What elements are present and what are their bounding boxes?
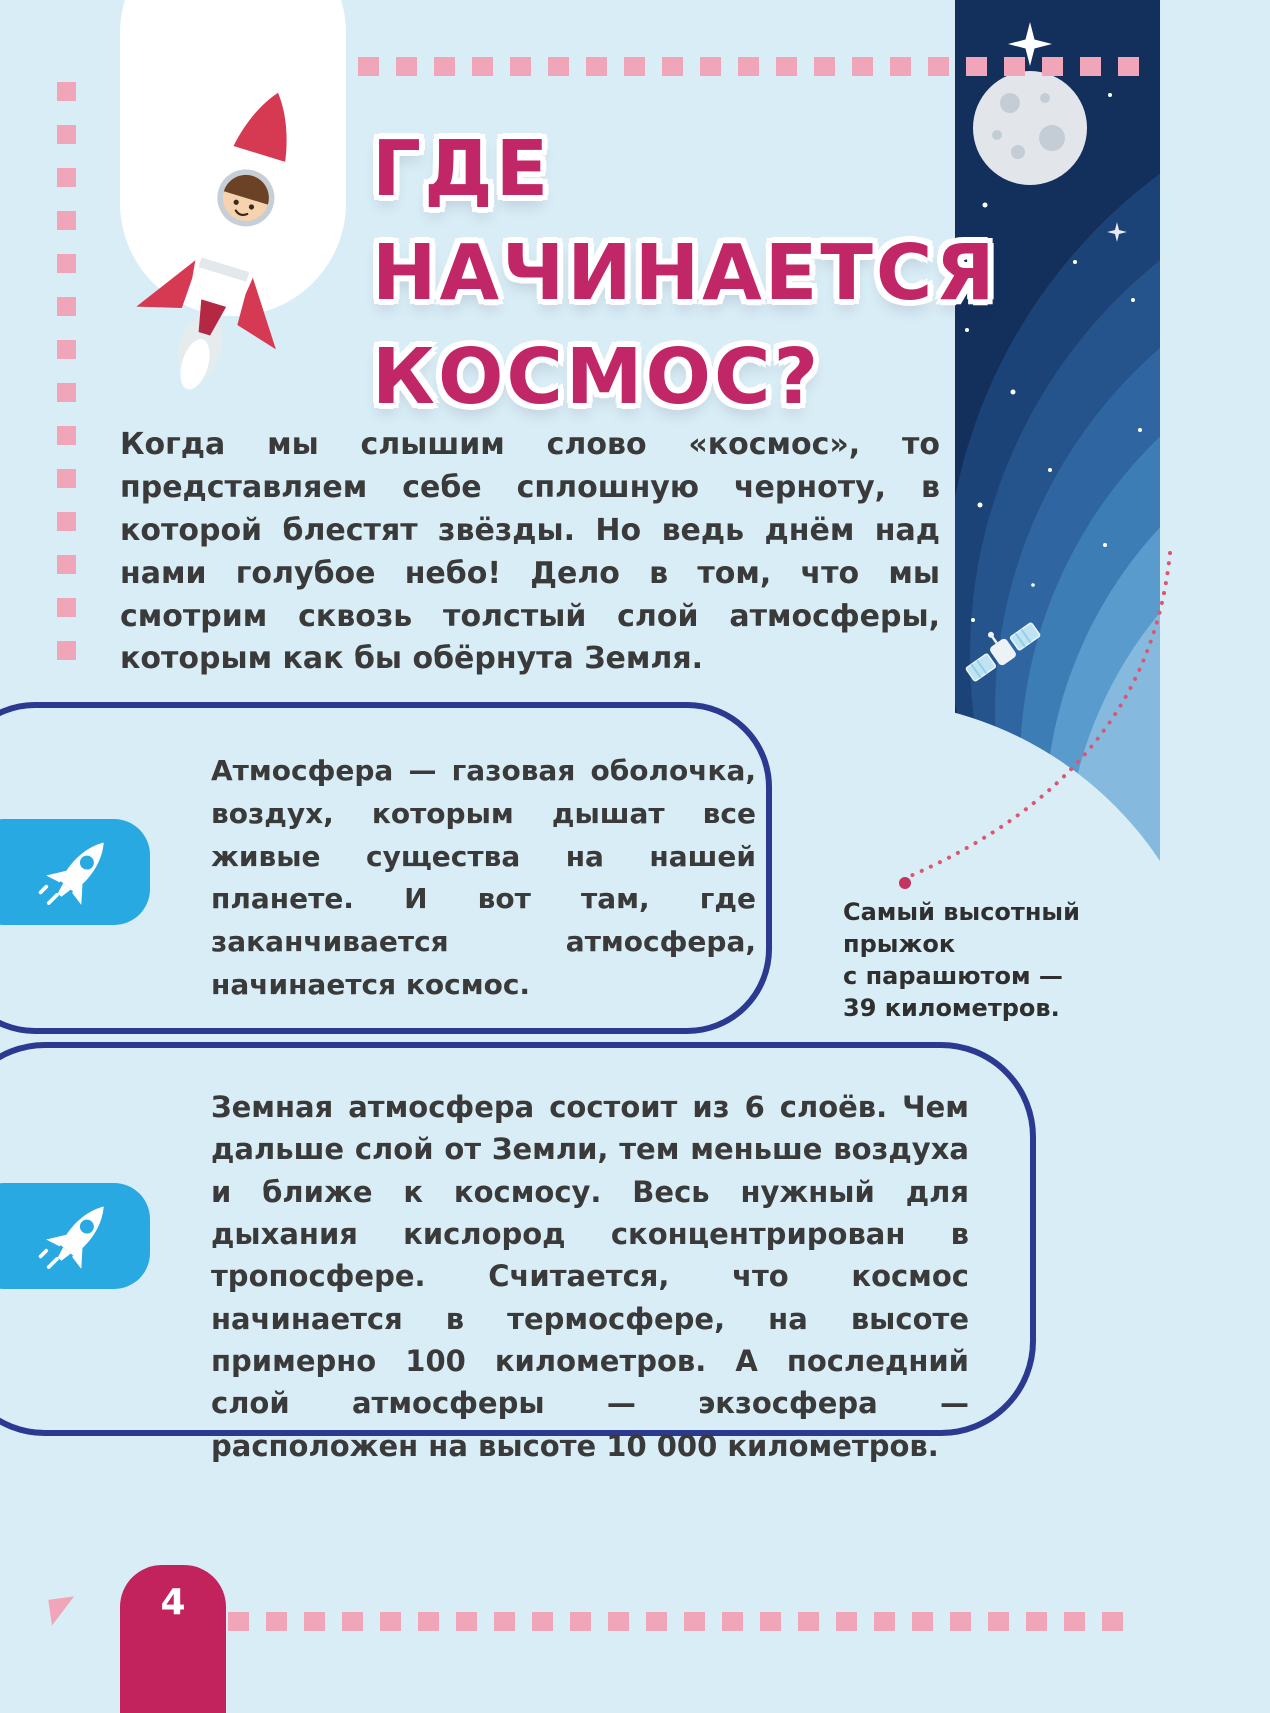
caption-line-2: прыжок xyxy=(843,930,956,959)
parachute-jump-caption xyxy=(843,896,1083,1025)
title-line-2: НАЧИНАЕТСЯ xyxy=(372,228,998,318)
rocket-badge-1 xyxy=(0,819,150,925)
title-line-1: ГДЕ xyxy=(372,125,552,214)
rocket-badge-2 xyxy=(0,1183,150,1289)
caption-line-1: Самый высотный xyxy=(843,898,1080,926)
intro-paragraph: Когда мы слышим слово «космос», то представляем себе сплошную черноту, в которой блестят звёзды. Но ведь днём над нами голубое небо! Дело в том, что мы смотрим сквозь толстый слой атмосферы, которым как бы обёрнута Земля. xyxy=(120,427,940,677)
left-fin xyxy=(136,244,199,321)
dashed-line-top xyxy=(358,57,1140,76)
fact-text-atmosphere: Атмосфера — газовая оболочка, воздух, которым дышат все живые существа на нашей планете. И вот там, где заканчивается атмосфера, начинается космос. xyxy=(211,754,756,1002)
page-number-tab xyxy=(120,1565,226,1713)
rocket-icon xyxy=(34,1191,124,1281)
dashed-line-bottom xyxy=(228,1612,1140,1631)
rocket-icon xyxy=(34,827,124,917)
trajectory-endpoint-dot xyxy=(899,877,911,889)
dashed-line-left xyxy=(57,82,76,664)
title-line-3: КОСМОС? xyxy=(372,332,822,422)
fact-text-layers: Земная атмосфера состоит из 6 слоёв. Чем дальше слой от Земли, тем меньше воздуха и ближе к космосу. Весь нужный для дыхания кислород сконцентрирован в тропосфере. Считается, что космос начинается в термосфере, на высоте примерно 100 километров. А последний слой атмосферы — экзосфера — расположен на высоте 10 000 километров. xyxy=(211,1090,969,1463)
caption-line-3: с парашютом — xyxy=(843,962,1063,991)
rocket-illustration xyxy=(128,70,338,410)
corner-arrow-decoration xyxy=(48,1596,77,1625)
page-title xyxy=(372,118,998,430)
fact-box-atmosphere-layers xyxy=(0,1042,1036,1463)
caption-line-4: 39 километров. xyxy=(843,994,1060,1023)
page-number: 4 xyxy=(160,1582,186,1623)
rocket-icon xyxy=(128,70,338,410)
